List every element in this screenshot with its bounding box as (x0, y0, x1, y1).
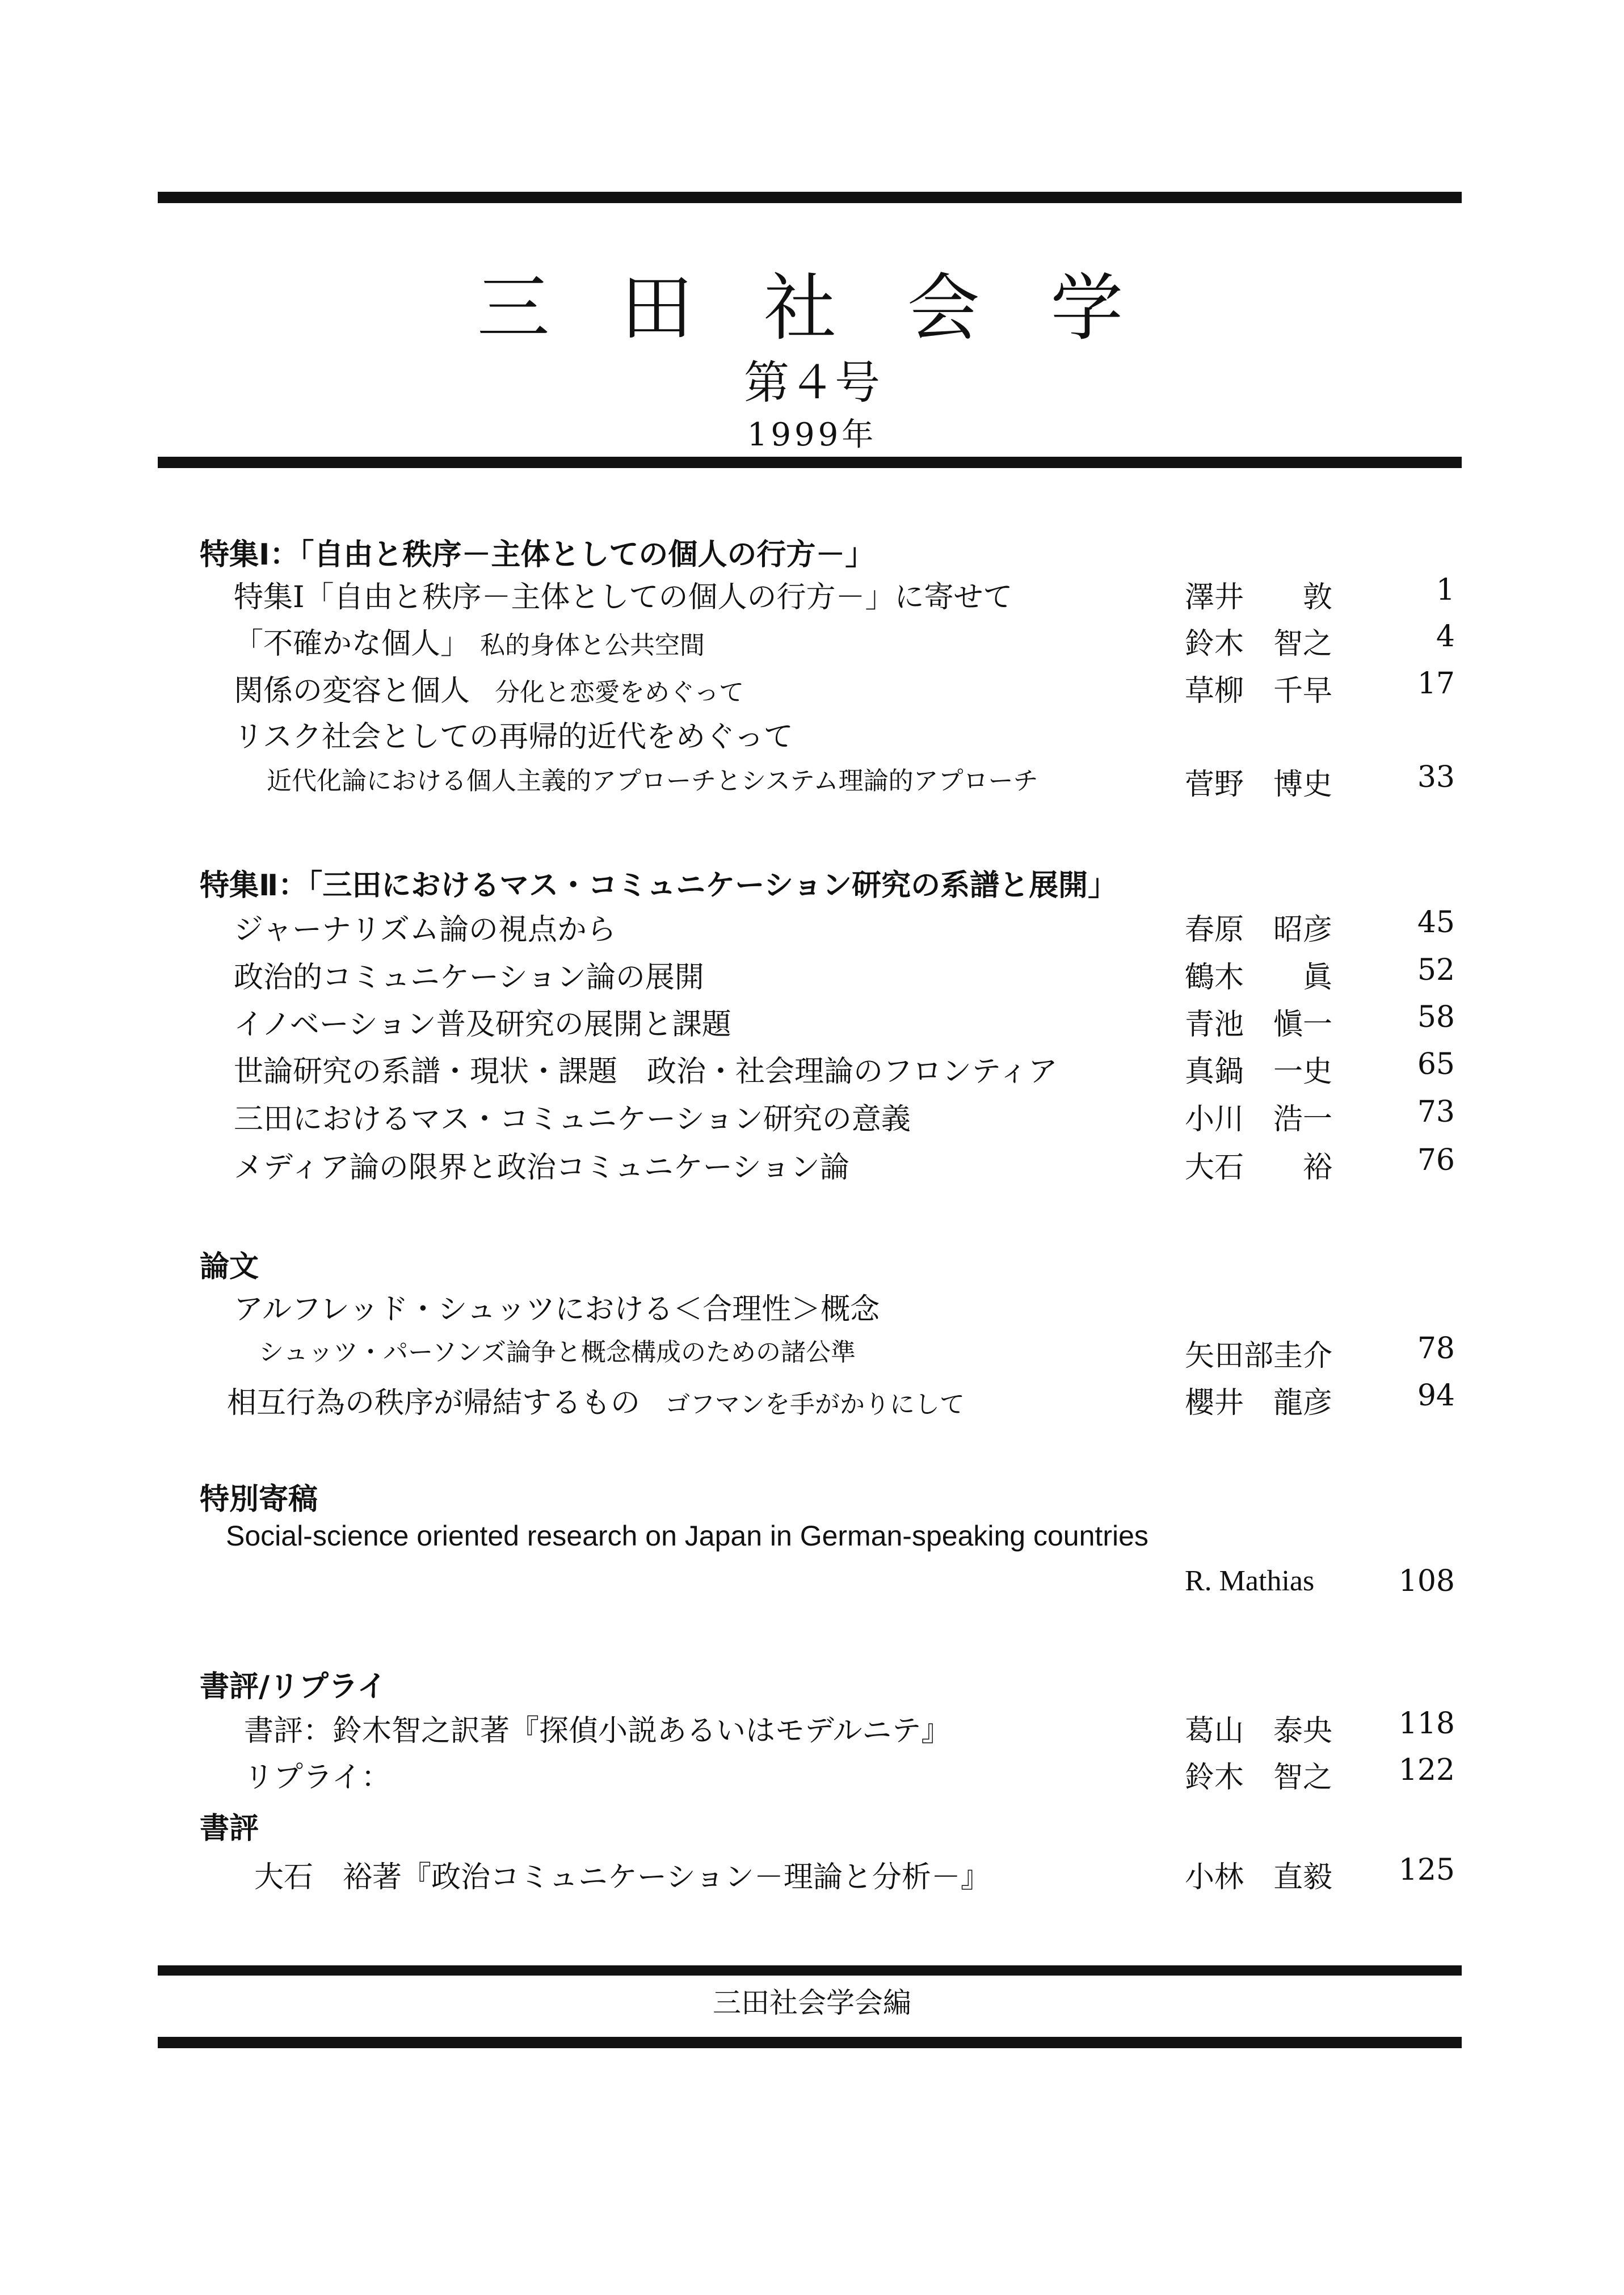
entry-author: 青池 愼一 (1185, 1008, 1333, 1042)
entry-author: 矢田部圭介 (1185, 1339, 1333, 1373)
entry-subtitle: 分化と恋愛をめぐって (470, 678, 744, 707)
journal-title: 三 田 社 会 学 (477, 266, 1147, 351)
entry-page: 4 (1436, 620, 1455, 654)
footer-bottom-rule (158, 2037, 1462, 2048)
entry-page: 33 (1417, 760, 1455, 794)
entry-author: 櫻井 龍彦 (1185, 1386, 1333, 1420)
section-heading: 書評 (200, 1812, 259, 1846)
entry-page: 1 (1436, 573, 1455, 607)
entry-author: 鈴木 智之 (1185, 627, 1333, 661)
entry-author: 鈴木 智之 (1185, 1761, 1333, 1795)
section-heading: 特集Ⅱ：「三田におけるマス・コミュニケーション研究の系譜と展開」 (200, 869, 1118, 903)
entry-author: 春原 昭彦 (1185, 913, 1333, 947)
section-heading: 特別寄稿 (200, 1483, 318, 1517)
entry-main-title: Social-science oriented research on Japan in German-speaking countries (226, 1520, 1148, 1552)
entry-main-title: リスク社会としての再帰的近代をめぐって (234, 720, 793, 754)
entry-page: 118 (1398, 1707, 1455, 1741)
entry-author: R. Mathias (1185, 1565, 1315, 1597)
entry-main-title: 三田におけるマス・コミュニケーション研究の意義 (234, 1102, 911, 1136)
entry-author: 小林 直毅 (1185, 1860, 1333, 1894)
entry-page: 52 (1417, 953, 1455, 987)
entry-title (234, 1095, 911, 1138)
entry-subtitle: 近代化論における個人主義的アプローチとシステム理論的アプローチ (267, 767, 1038, 795)
entry-title (267, 760, 1038, 797)
entry-main-title: 「不確かな個人」 (234, 627, 456, 661)
entry-main-title: 世論研究の系譜・現状・課題 政治・社会理論のフロンティア (234, 1055, 1058, 1089)
entry-title (234, 906, 616, 948)
entry-title (227, 1379, 965, 1421)
entry-page: 45 (1417, 906, 1455, 940)
section-heading: 書評/リプライ (200, 1670, 387, 1704)
entry-title (234, 1285, 880, 1328)
entry-page: 125 (1398, 1853, 1455, 1887)
entry-title (254, 1853, 990, 1896)
entry-page: 76 (1417, 1143, 1455, 1177)
entry-title (244, 1707, 950, 1749)
entry-title (244, 1753, 390, 1796)
entry-page: 73 (1417, 1095, 1455, 1129)
entry-page: 108 (1398, 1564, 1455, 1598)
issue-number: 第４号 (744, 356, 880, 409)
entry-author: 鶴木 眞 (1185, 961, 1333, 995)
entry-page: 78 (1417, 1332, 1455, 1366)
entry-page: 58 (1417, 1000, 1455, 1034)
entry-main-title: 相互行為の秩序が帰結するもの (227, 1386, 641, 1420)
entry-subtitle: ゴフマンを手がかりにして (640, 1390, 965, 1419)
entry-main-title: 大石 裕著『政治コミュニケーション－理論と分析－』 (254, 1860, 990, 1894)
entry-author: 菅野 博史 (1185, 768, 1333, 802)
entry-title (234, 1000, 731, 1043)
entry-subtitle: シュッツ・パーソンズ論争と概念構成のための諸公準 (259, 1338, 856, 1367)
entry-author: 真鍋 一史 (1185, 1055, 1333, 1089)
entry-title (234, 713, 793, 755)
entry-main-title: 書評：鈴木智之訳著『探偵小説あるいはモデルニテ』 (244, 1714, 951, 1748)
entry-author: 小川 浩一 (1185, 1102, 1333, 1136)
entry-title (259, 1332, 856, 1368)
publication-year: 1999年 (747, 416, 877, 453)
section-heading: 論文 (200, 1250, 259, 1284)
entry-page: 122 (1398, 1753, 1455, 1787)
entry-main-title: イノベーション普及研究の展開と課題 (234, 1008, 731, 1042)
entry-title (234, 953, 704, 996)
entry-main-title: 政治的コミュニケーション論の展開 (234, 961, 704, 995)
entry-page: 94 (1417, 1379, 1455, 1413)
entry-page: 65 (1417, 1047, 1455, 1081)
entry-main-title: アルフレッド・シュッツにおける＜合理性＞概念 (234, 1292, 880, 1327)
footer-top-rule (158, 1965, 1462, 1976)
entry-main-title: リプライ： (244, 1761, 391, 1795)
entry-main-title: 特集Ⅰ「自由と秩序－主体としての個人の行方－」に寄せて (234, 580, 1013, 614)
entry-title (234, 1143, 849, 1186)
entry-title (226, 1519, 1148, 1552)
entry-page: 17 (1417, 667, 1455, 701)
entry-main-title: 関係の変容と個人 (234, 674, 470, 708)
entry-author: 澤井 敦 (1185, 580, 1333, 614)
entry-main-title: ジャーナリズム論の視点から (234, 913, 616, 947)
entry-author: 大石 裕 (1185, 1151, 1333, 1185)
entry-subtitle: 私的身体と公共空間 (455, 631, 705, 660)
entry-author: 草柳 千早 (1185, 674, 1333, 708)
entry-title (234, 1047, 1058, 1090)
entry-author: 葛山 泰央 (1185, 1714, 1333, 1748)
entry-title (234, 667, 744, 709)
entry-title (234, 573, 1013, 616)
section-heading: 特集Ⅰ：「自由と秩序－主体としての個人の行方－」 (200, 538, 875, 572)
entry-main-title: メディア論の限界と政治コミュニケーション論 (234, 1151, 849, 1185)
entry-title (234, 620, 705, 662)
publisher: 三田社会学会編 (713, 1986, 911, 2019)
